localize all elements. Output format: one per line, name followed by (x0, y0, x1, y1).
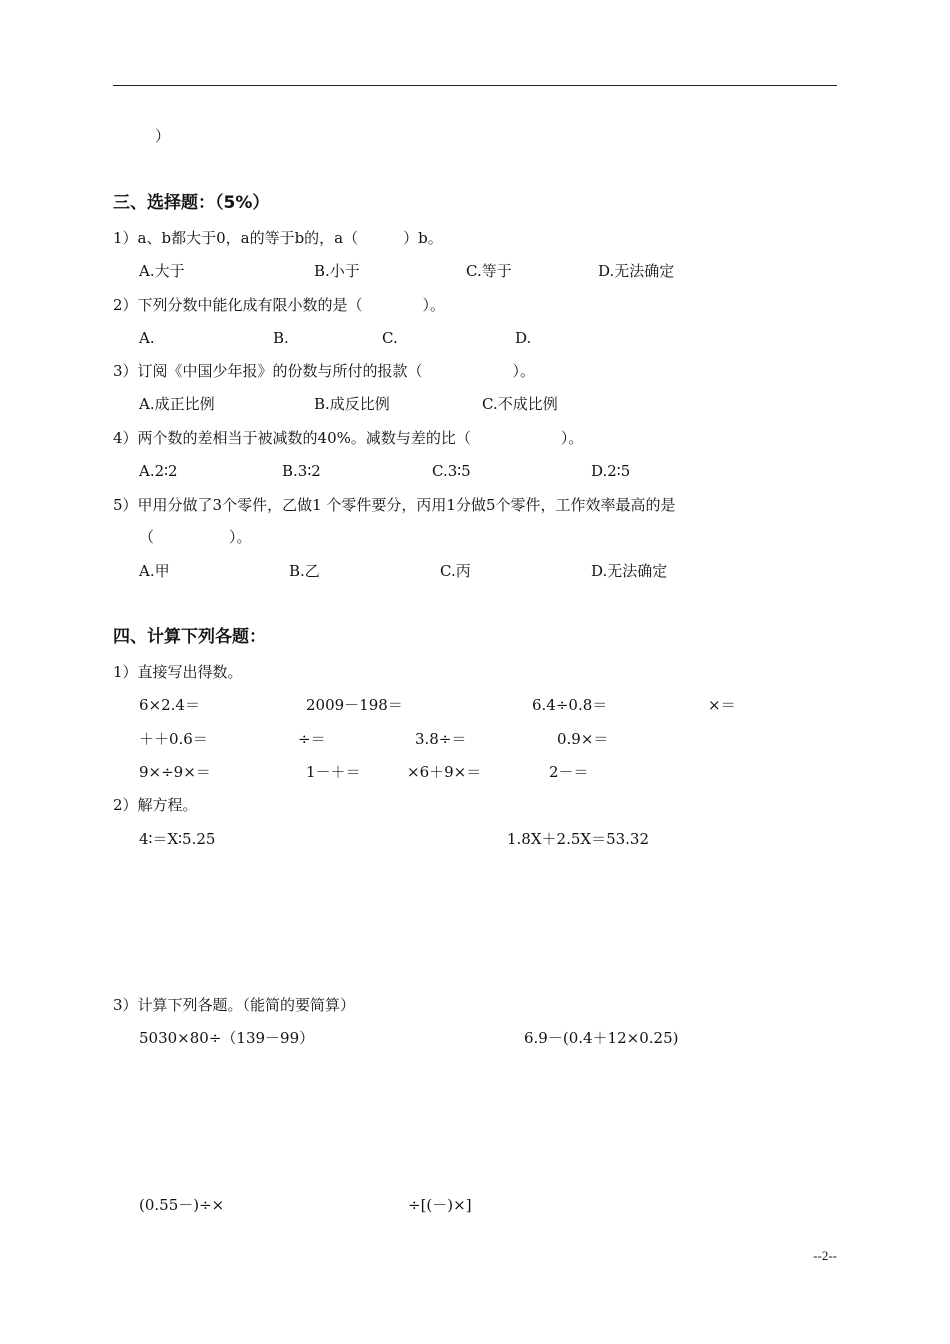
calc-r3c3: ×6＋9×＝ (407, 763, 482, 781)
expression-2: 6.9－(0.4＋12×0.25) (524, 1029, 679, 1047)
calc-r1c3: 6.4÷0.8＝ (532, 696, 608, 714)
calc-r1c4: ×＝ (708, 696, 736, 714)
q5-option-a: A.甲 (139, 562, 170, 580)
q5-option-c: C.丙 (440, 562, 471, 580)
expression-1: 5030×80÷（139－99） (139, 1029, 315, 1047)
q4-option-b: B.3∶2 (282, 462, 321, 480)
part2-heading: 2）解方程。 (113, 796, 198, 814)
q5-option-b: B.乙 (289, 562, 320, 580)
calc-r3c1: 9×÷9×＝ (139, 763, 211, 781)
calc-r3c2: 1－＋＝ (306, 763, 361, 781)
q2-option-c: C. (382, 329, 398, 347)
calc-r2c3: 3.8÷＝ (415, 730, 467, 748)
calc-r2c4: 0.9×＝ (557, 730, 609, 748)
q1-option-d: D.无法确定 (598, 262, 675, 280)
q5-option-d: D.无法确定 (591, 562, 668, 580)
expression-3: (0.55－)÷× (139, 1196, 225, 1214)
q2-stem: 2）下列分数中能化成有限小数的是（ ）。 (113, 296, 446, 314)
equation-2: 1.8X＋2.5X＝53.32 (507, 830, 650, 848)
q3-option-c: C.不成比例 (482, 395, 558, 413)
calc-r3c4: 2－＝ (549, 763, 589, 781)
q2-option-a: A. (139, 329, 155, 347)
header-rule (113, 85, 837, 86)
q5-stem-continued: （ ）。 (139, 528, 252, 546)
q2-option-d: D. (515, 329, 532, 347)
q2-option-b: B. (273, 329, 289, 347)
calc-r1c1: 6×2.4＝ (139, 696, 200, 714)
calc-r2c2: ÷＝ (298, 730, 326, 748)
q1-option-c: C.等于 (466, 262, 512, 280)
q4-option-c: C.3∶5 (432, 462, 471, 480)
section3-title: 三、选择题：（5%） (113, 193, 270, 213)
q5-stem: 5）甲用分做了3个零件，乙做1 个零件要分，丙用1分做5个零件，工作效率最高的是 (113, 496, 676, 514)
calc-r1c2: 2009－198＝ (306, 696, 403, 714)
q3-option-a: A.成正比例 (139, 395, 215, 413)
q3-stem: 3）订阅《中国少年报》的份数与所付的报款（ ）。 (113, 362, 536, 380)
part3-heading: 3）计算下列各题。（能简的要简算） (113, 996, 356, 1014)
q4-option-a: A.2∶2 (139, 462, 178, 480)
part1-heading: 1）直接写出得数。 (113, 663, 243, 681)
page-number: --2-- (813, 1248, 837, 1263)
q1-option-b: B.小于 (314, 262, 360, 280)
expression-4: ÷[(－)×] (408, 1196, 472, 1214)
q1-stem: 1）a、b都大于0，a的等于b的，a（ ）b。 (113, 229, 443, 247)
continued-paren: ） (155, 127, 171, 145)
q4-stem: 4）两个数的差相当于被减数的40%。减数与差的比（ ）。 (113, 429, 584, 447)
q1-option-a: A.大于 (139, 262, 185, 280)
equation-1: 4∶＝X∶5.25 (139, 830, 216, 848)
calc-r2c1: ＋＋0.6＝ (139, 730, 208, 748)
section4-title: 四、计算下列各题： (113, 627, 266, 647)
q3-option-b: B.成反比例 (314, 395, 390, 413)
q4-option-d: D.2∶5 (591, 462, 631, 480)
